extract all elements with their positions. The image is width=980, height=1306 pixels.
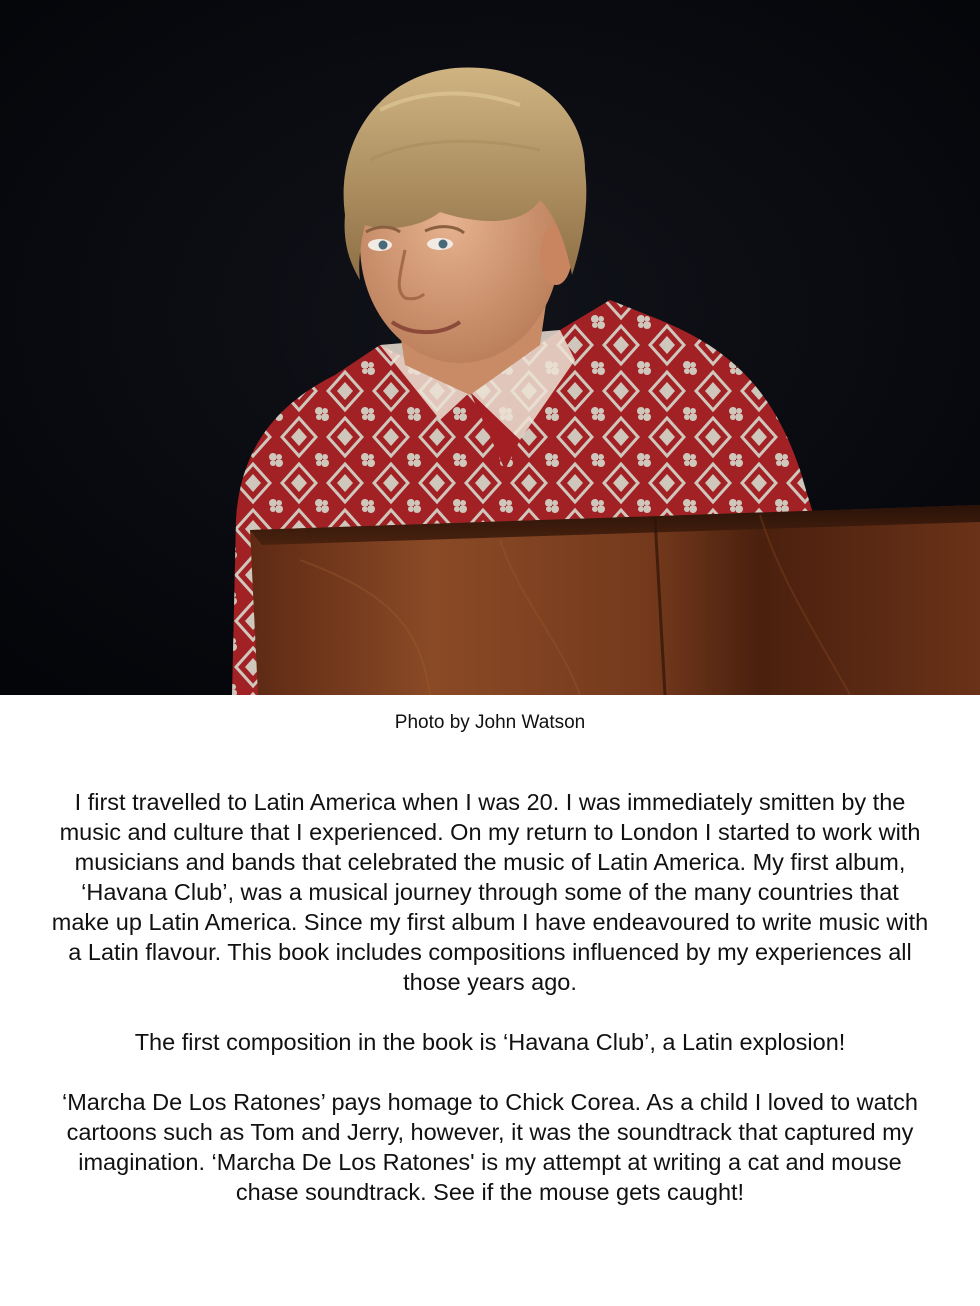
intro-text	[50, 787, 930, 1237]
paragraph-latin-america: I first travelled to Latin America when I was 20. I was immediately smitten by the music and culture that I experienced. On my return to London I started to work with musicians and bands that celebrated the music of Latin America. My first album, ‘Havana Club’, was a musical journey through some of the many countries that make up Latin America. Since my first album I have endeavoured to write music with a Latin flavour. This book includes compositions influenced by my experiences all those years ago.	[51, 789, 929, 995]
photo-caption: Photo by John Watson	[394, 712, 586, 733]
paragraph-marcha-de-los-ratones: ‘Marcha De Los Ratones’ pays homage to Chick Corea. As a child I loved to watch cartoons such as Tom and Jerry, however, it was the soundtrack that captured my imagination. ‘Marcha De Los Ratones' is my attempt at writing a cat and mouse chase soundtrack. See if the mouse gets caught!	[61, 1089, 918, 1205]
paragraph-havana-club: The first composition in the book is ‘Havana Club’, a Latin explosion!	[134, 1029, 846, 1055]
